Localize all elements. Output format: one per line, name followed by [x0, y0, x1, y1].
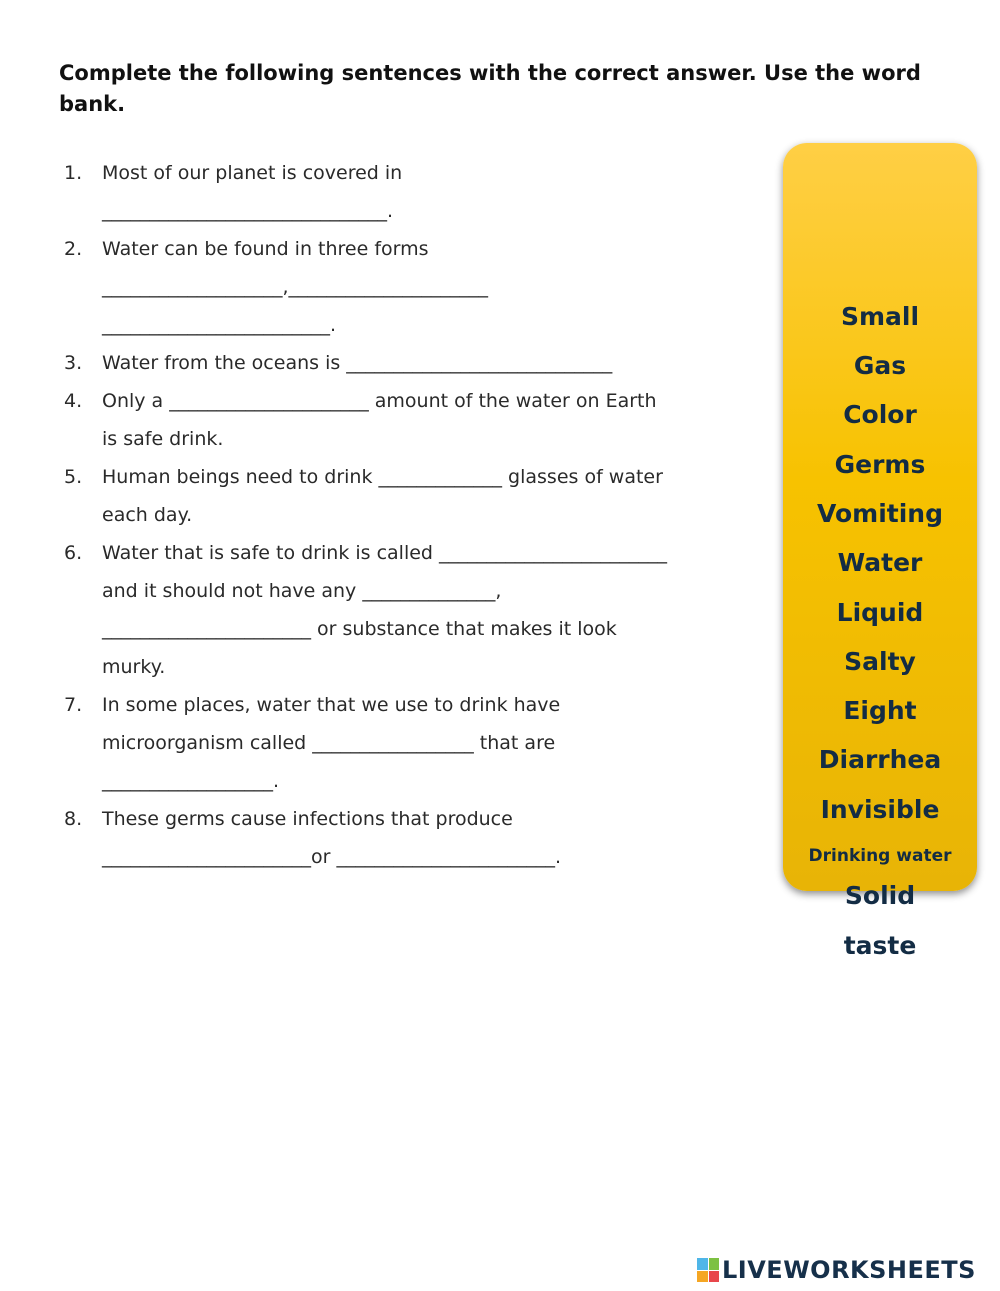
logo-mark-square: [709, 1271, 720, 1283]
question-item: [64, 382, 776, 458]
word-bank-item[interactable]: Diarrhea: [818, 745, 942, 774]
question-line-with-blank[interactable]: Water from the oceans is ____________________________: [102, 352, 613, 374]
question-line: These germs cause infections that produce: [102, 808, 513, 830]
question-item: [64, 230, 776, 344]
answer-blank-line[interactable]: __________________.: [102, 770, 280, 792]
question-line: murky.: [102, 656, 166, 678]
question-item: [64, 154, 776, 230]
word-bank-item[interactable]: Water: [837, 548, 923, 577]
question-number: 6.: [64, 542, 83, 564]
question-line-with-blank[interactable]: ______________________ or substance that makes it look: [102, 618, 617, 640]
answer-blank-line[interactable]: ______________________________.: [102, 200, 394, 222]
question-number: 8.: [64, 808, 83, 830]
word-bank-item[interactable]: Gas: [853, 351, 907, 380]
word-bank-item[interactable]: Salty: [844, 647, 916, 676]
question-line: is safe drink.: [102, 428, 224, 450]
answer-blank-line[interactable]: ________________________.: [102, 314, 337, 336]
question-item: [64, 458, 776, 534]
word-bank-item[interactable]: Solid: [844, 881, 916, 910]
question-number: 3.: [64, 352, 83, 374]
liveworksheets-logo: [697, 1254, 997, 1286]
liveworksheets-logo-icon: [697, 1258, 719, 1282]
question-item: [64, 534, 776, 686]
answer-blank-line[interactable]: ______________________or _______________________.: [102, 846, 562, 868]
question-number: 5.: [64, 466, 83, 488]
question-line: In some places, water that we use to drink have: [102, 694, 561, 716]
question-line-with-blank[interactable]: and it should not have any ______________,: [102, 580, 502, 602]
question-number: 7.: [64, 694, 83, 716]
question-number: 1.: [64, 162, 83, 184]
question-line-with-blank[interactable]: Human beings need to drink _____________ glasses of water: [102, 466, 663, 488]
word-bank-item[interactable]: Germs: [834, 450, 926, 479]
question-line-with-blank[interactable]: Water that is safe to drink is called ________________________: [102, 542, 668, 564]
question-line: Water can be found in three forms: [102, 238, 429, 260]
instructions: Complete the following sentences with the correct answer. Use the word bank.: [59, 61, 921, 116]
answer-blank-line[interactable]: ___________________,_____________________: [102, 276, 489, 298]
question-item: [64, 800, 776, 876]
word-bank-item[interactable]: Liquid: [836, 598, 924, 627]
question-item: [64, 686, 776, 800]
logo-mark-square: [697, 1258, 708, 1270]
question-line: Most of our planet is covered in: [102, 162, 403, 184]
question-item: [64, 344, 776, 382]
word-bank-item[interactable]: Drinking water: [808, 846, 952, 866]
word-bank-item[interactable]: Invisible: [820, 795, 940, 824]
word-bank: [783, 143, 977, 960]
question-line-with-blank[interactable]: microorganism called _________________ that are: [102, 732, 556, 754]
word-bank-item[interactable]: Vomiting: [817, 499, 943, 528]
word-bank-item[interactable]: Color: [843, 400, 917, 429]
question-list: [64, 154, 776, 876]
question-line: each day.: [102, 504, 193, 526]
logo-text: LIVEWORKSHEETS: [722, 1256, 976, 1284]
question-number: 2.: [64, 238, 83, 260]
question-line-with-blank[interactable]: Only a _____________________ amount of the water on Earth: [102, 390, 657, 412]
word-bank-item[interactable]: Eight: [843, 696, 917, 725]
logo-mark-square: [709, 1258, 720, 1270]
question-number: 4.: [64, 390, 83, 412]
word-bank-item[interactable]: Small: [840, 302, 920, 331]
word-bank-item[interactable]: taste: [843, 931, 917, 960]
logo-mark-square: [697, 1271, 708, 1283]
